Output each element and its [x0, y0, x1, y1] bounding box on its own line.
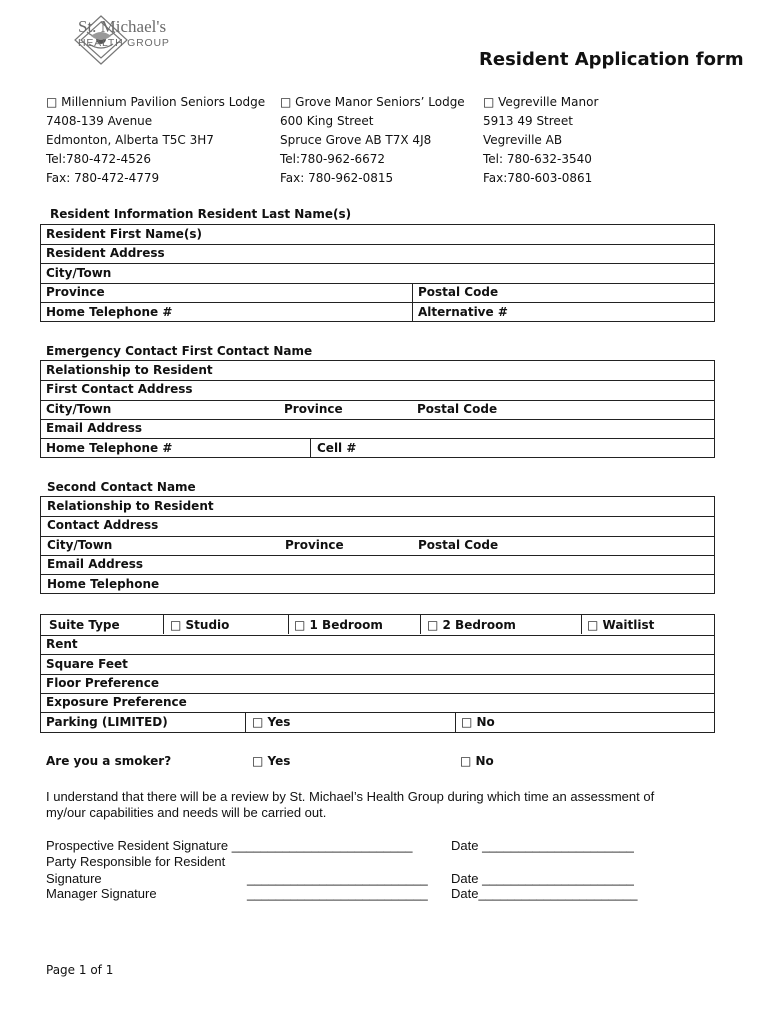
lodge-fax: Fax: 780-472-4779 — [46, 171, 160, 185]
logo-name: St. Michael's — [78, 17, 167, 36]
resident-home-tel-field[interactable]: Home Telephone # — [46, 305, 173, 319]
emergency-email-field[interactable]: Email Address — [46, 421, 143, 435]
emergency-cell-field[interactable]: Cell # — [317, 441, 357, 455]
second-home-tel-field[interactable]: Home Telephone — [47, 577, 160, 591]
resident-province-field[interactable]: Province — [46, 285, 105, 299]
statement-line-1: I understand that there will be a review by St. Michael’s Health Group during which time an assessment of — [46, 789, 655, 804]
second-email-field[interactable]: Email Address — [47, 557, 144, 571]
manager-date-line[interactable]: Date______________________ — [451, 886, 638, 901]
rent-field[interactable]: Rent — [46, 637, 78, 651]
lodge-city: Spruce Grove AB T7X 4J8 — [280, 133, 432, 147]
party-signature-label: Signature — [46, 871, 102, 886]
party-date-line[interactable]: Date _____________________ — [451, 871, 634, 886]
second-address-field[interactable]: Contact Address — [47, 518, 159, 532]
lodge-fax: Fax: 780-962-0815 — [280, 171, 394, 185]
lodge-city: Edmonton, Alberta T5C 3H7 — [46, 133, 214, 147]
page-number: Page 1 of 1 — [46, 963, 114, 977]
studio-checkbox[interactable]: □ Studio — [170, 618, 230, 632]
parking-yes-checkbox[interactable]: □ Yes — [252, 715, 291, 729]
second-contact-name-label: Second Contact Name — [47, 480, 196, 494]
parking-label: Parking (LIMITED) — [46, 715, 168, 729]
manager-signature-line[interactable]: _________________________ — [247, 886, 428, 901]
page-title: Resident Application form — [479, 49, 744, 70]
party-signature-line[interactable]: _________________________ — [247, 871, 428, 886]
second-city-field[interactable]: City/Town — [47, 538, 113, 552]
lodge-street: 600 King Street — [280, 114, 374, 128]
suite-type-label: Suite Type — [49, 618, 120, 632]
lodge-tel: Tel: 780-632-3540 — [483, 152, 592, 166]
emergency-contact-name-label: Emergency Contact First Contact Name — [46, 344, 313, 358]
resident-info-table — [40, 224, 715, 322]
lodge-street: 5913 49 Street — [483, 114, 573, 128]
lodge-grove — [280, 93, 465, 188]
second-postal-field[interactable]: Postal Code — [418, 538, 499, 552]
parking-no-checkbox[interactable]: □ No — [461, 715, 495, 729]
lodge-vegreville — [483, 93, 598, 188]
resident-last-name-label: Resident Information Resident Last Name(s) — [50, 207, 352, 221]
smoker-yes-checkbox[interactable]: □ Yes — [252, 754, 291, 768]
lodge-name[interactable]: □ Vegreville Manor — [483, 95, 599, 109]
emergency-city-field[interactable]: City/Town — [46, 402, 112, 416]
one-bedroom-checkbox[interactable]: □ 1 Bedroom — [294, 618, 383, 632]
resident-address-field[interactable]: Resident Address — [46, 246, 165, 260]
resident-city-field[interactable]: City/Town — [46, 266, 112, 280]
emergency-contact-table — [40, 360, 715, 458]
suite-table — [40, 614, 715, 733]
resident-postal-field[interactable]: Postal Code — [418, 285, 499, 299]
lodge-tel: Tel:780-962-6672 — [280, 152, 386, 166]
smoker-no-checkbox[interactable]: □ No — [460, 754, 494, 768]
lodge-tel: Tel:780-472-4526 — [46, 152, 152, 166]
manager-signature-label: Manager Signature — [46, 886, 157, 901]
emergency-address-field[interactable]: First Contact Address — [46, 382, 193, 396]
two-bedroom-checkbox[interactable]: □ 2 Bedroom — [427, 618, 516, 632]
resident-first-name-field[interactable]: Resident First Name(s) — [46, 227, 202, 241]
emergency-home-tel-field[interactable]: Home Telephone # — [46, 441, 173, 455]
waitlist-checkbox[interactable]: □ Waitlist — [587, 618, 655, 632]
smoker-question: Are you a smoker? — [46, 754, 172, 768]
lodge-name[interactable]: □ Millennium Pavilion Seniors Lodge — [46, 95, 266, 109]
second-province-field[interactable]: Province — [285, 538, 344, 552]
lodge-name[interactable]: □ Grove Manor Seniors’ Lodge — [280, 95, 465, 109]
emergency-postal-field[interactable]: Postal Code — [417, 402, 498, 416]
square-feet-field[interactable]: Square Feet — [46, 657, 128, 671]
lodge-millennium — [46, 93, 265, 188]
prospective-signature-line[interactable]: Prospective Resident Signature _________________________ — [46, 838, 413, 853]
lodge-street: 7408-139 Avenue — [46, 114, 153, 128]
emergency-relationship-field[interactable]: Relationship to Resident — [46, 363, 213, 377]
logo-group: HEALTH GROUP — [78, 37, 170, 49]
resident-alt-tel-field[interactable]: Alternative # — [418, 305, 508, 319]
second-contact-table — [40, 496, 715, 594]
party-responsible-label: Party Responsible for Resident — [46, 854, 226, 869]
floor-preference-field[interactable]: Floor Preference — [46, 676, 159, 690]
statement-line-2: my/our capabilities and needs will be carried out. — [46, 805, 327, 820]
lodge-city: Vegreville AB — [483, 133, 563, 147]
second-relationship-field[interactable]: Relationship to Resident — [47, 499, 214, 513]
emergency-province-field[interactable]: Province — [284, 402, 343, 416]
lodge-fax: Fax:780-603-0861 — [483, 171, 593, 185]
exposure-preference-field[interactable]: Exposure Preference — [46, 695, 187, 709]
prospective-date-line[interactable]: Date _____________________ — [451, 838, 634, 853]
